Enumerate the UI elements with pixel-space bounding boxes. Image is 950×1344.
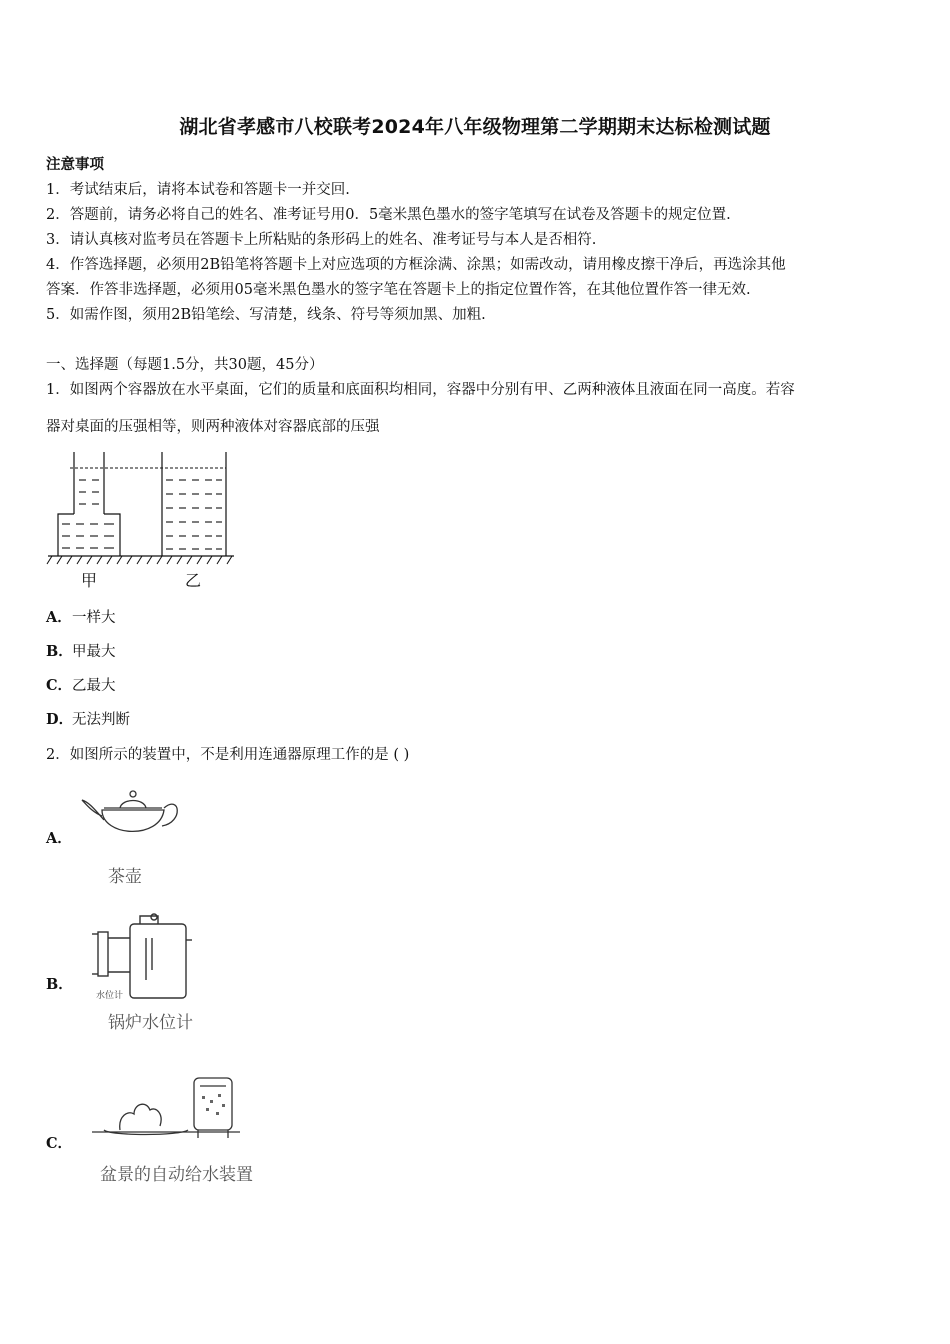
- notice-item: 2．答题前，请务必将自己的姓名、准考证号用0．5毫米黑色墨水的签字笔填写在试卷及答题卡的规定位置.: [46, 207, 731, 223]
- caption-watering-device: 盆景的自动给水装置: [100, 1165, 253, 1185]
- option-text: 无法判断: [72, 712, 130, 728]
- figure-label-jia: 甲: [81, 571, 98, 590]
- option-b[interactable]: [46, 973, 72, 994]
- option-key: A．: [46, 830, 72, 847]
- notice-item: 答案．作答非选择题，必须用05毫米黑色墨水的签字笔在答题卡上的指定位置作答，在其他位置作答一律无效.: [46, 282, 751, 298]
- section-heading: 一、选择题（每题1.5分，共30题，45分）: [46, 357, 324, 373]
- option-key: B．: [46, 976, 73, 993]
- option-key: D．: [46, 711, 74, 728]
- caption-boiler-gauge: 锅炉水位计: [108, 1013, 193, 1033]
- option-d[interactable]: [46, 708, 130, 729]
- notice-item: 1．考试结束后，请将本试卷和答题卡一并交回.: [46, 182, 350, 198]
- option-text: 甲最大: [72, 644, 116, 660]
- teapot-icon: [80, 782, 190, 848]
- option-a[interactable]: [46, 827, 72, 848]
- containers-figure: [44, 444, 240, 596]
- boiler-gauge-icon: [88, 910, 198, 1002]
- question-1-text: 1．如图两个容器放在水平桌面，它们的质量和底面积均相同，容器中分别有甲、乙两种液体且液面在同一高度。若容: [46, 382, 795, 398]
- option-text: 乙最大: [72, 678, 116, 694]
- option-key: C．: [46, 1135, 73, 1152]
- question-1-text: 器对桌面的压强相等，则两种液体对容器底部的压强: [46, 419, 380, 435]
- option-text: 一样大: [72, 610, 116, 626]
- question-2-text: 2．如图所示的装置中，不是利用连通器原理工作的是 ( ): [46, 747, 410, 763]
- notice-item: 3．请认真核对监考员在答题卡上所粘贴的条形码上的姓名、准考证号与本人是否相符.: [46, 232, 597, 248]
- option-a[interactable]: [46, 606, 116, 627]
- figure-label-yi: 乙: [185, 571, 202, 590]
- notice-heading: 注意事项: [46, 156, 104, 173]
- option-c[interactable]: [46, 1132, 72, 1153]
- option-b[interactable]: [46, 640, 116, 661]
- option-key: C．: [46, 677, 73, 694]
- watering-device-icon: [90, 1070, 250, 1150]
- water-gauge-label: 水位计: [96, 991, 124, 1001]
- caption-teapot: 茶壶: [108, 867, 142, 887]
- notice-item: 4．作答选择题，必须用2B铅笔将答题卡上对应选项的方框涂满、涂黑；如需改动，请用橡皮擦干净后，再选涂其他: [46, 257, 786, 273]
- option-key: B．: [46, 643, 73, 660]
- option-key: A．: [46, 609, 72, 626]
- page-title: 湖北省孝感市八校联考2024年八年级物理第二学期期末达标检测试题: [179, 116, 771, 138]
- option-c[interactable]: [46, 674, 116, 695]
- notice-item: 5．如需作图，须用2B铅笔绘、写清楚，线条、符号等须加黑、加粗.: [46, 307, 486, 323]
